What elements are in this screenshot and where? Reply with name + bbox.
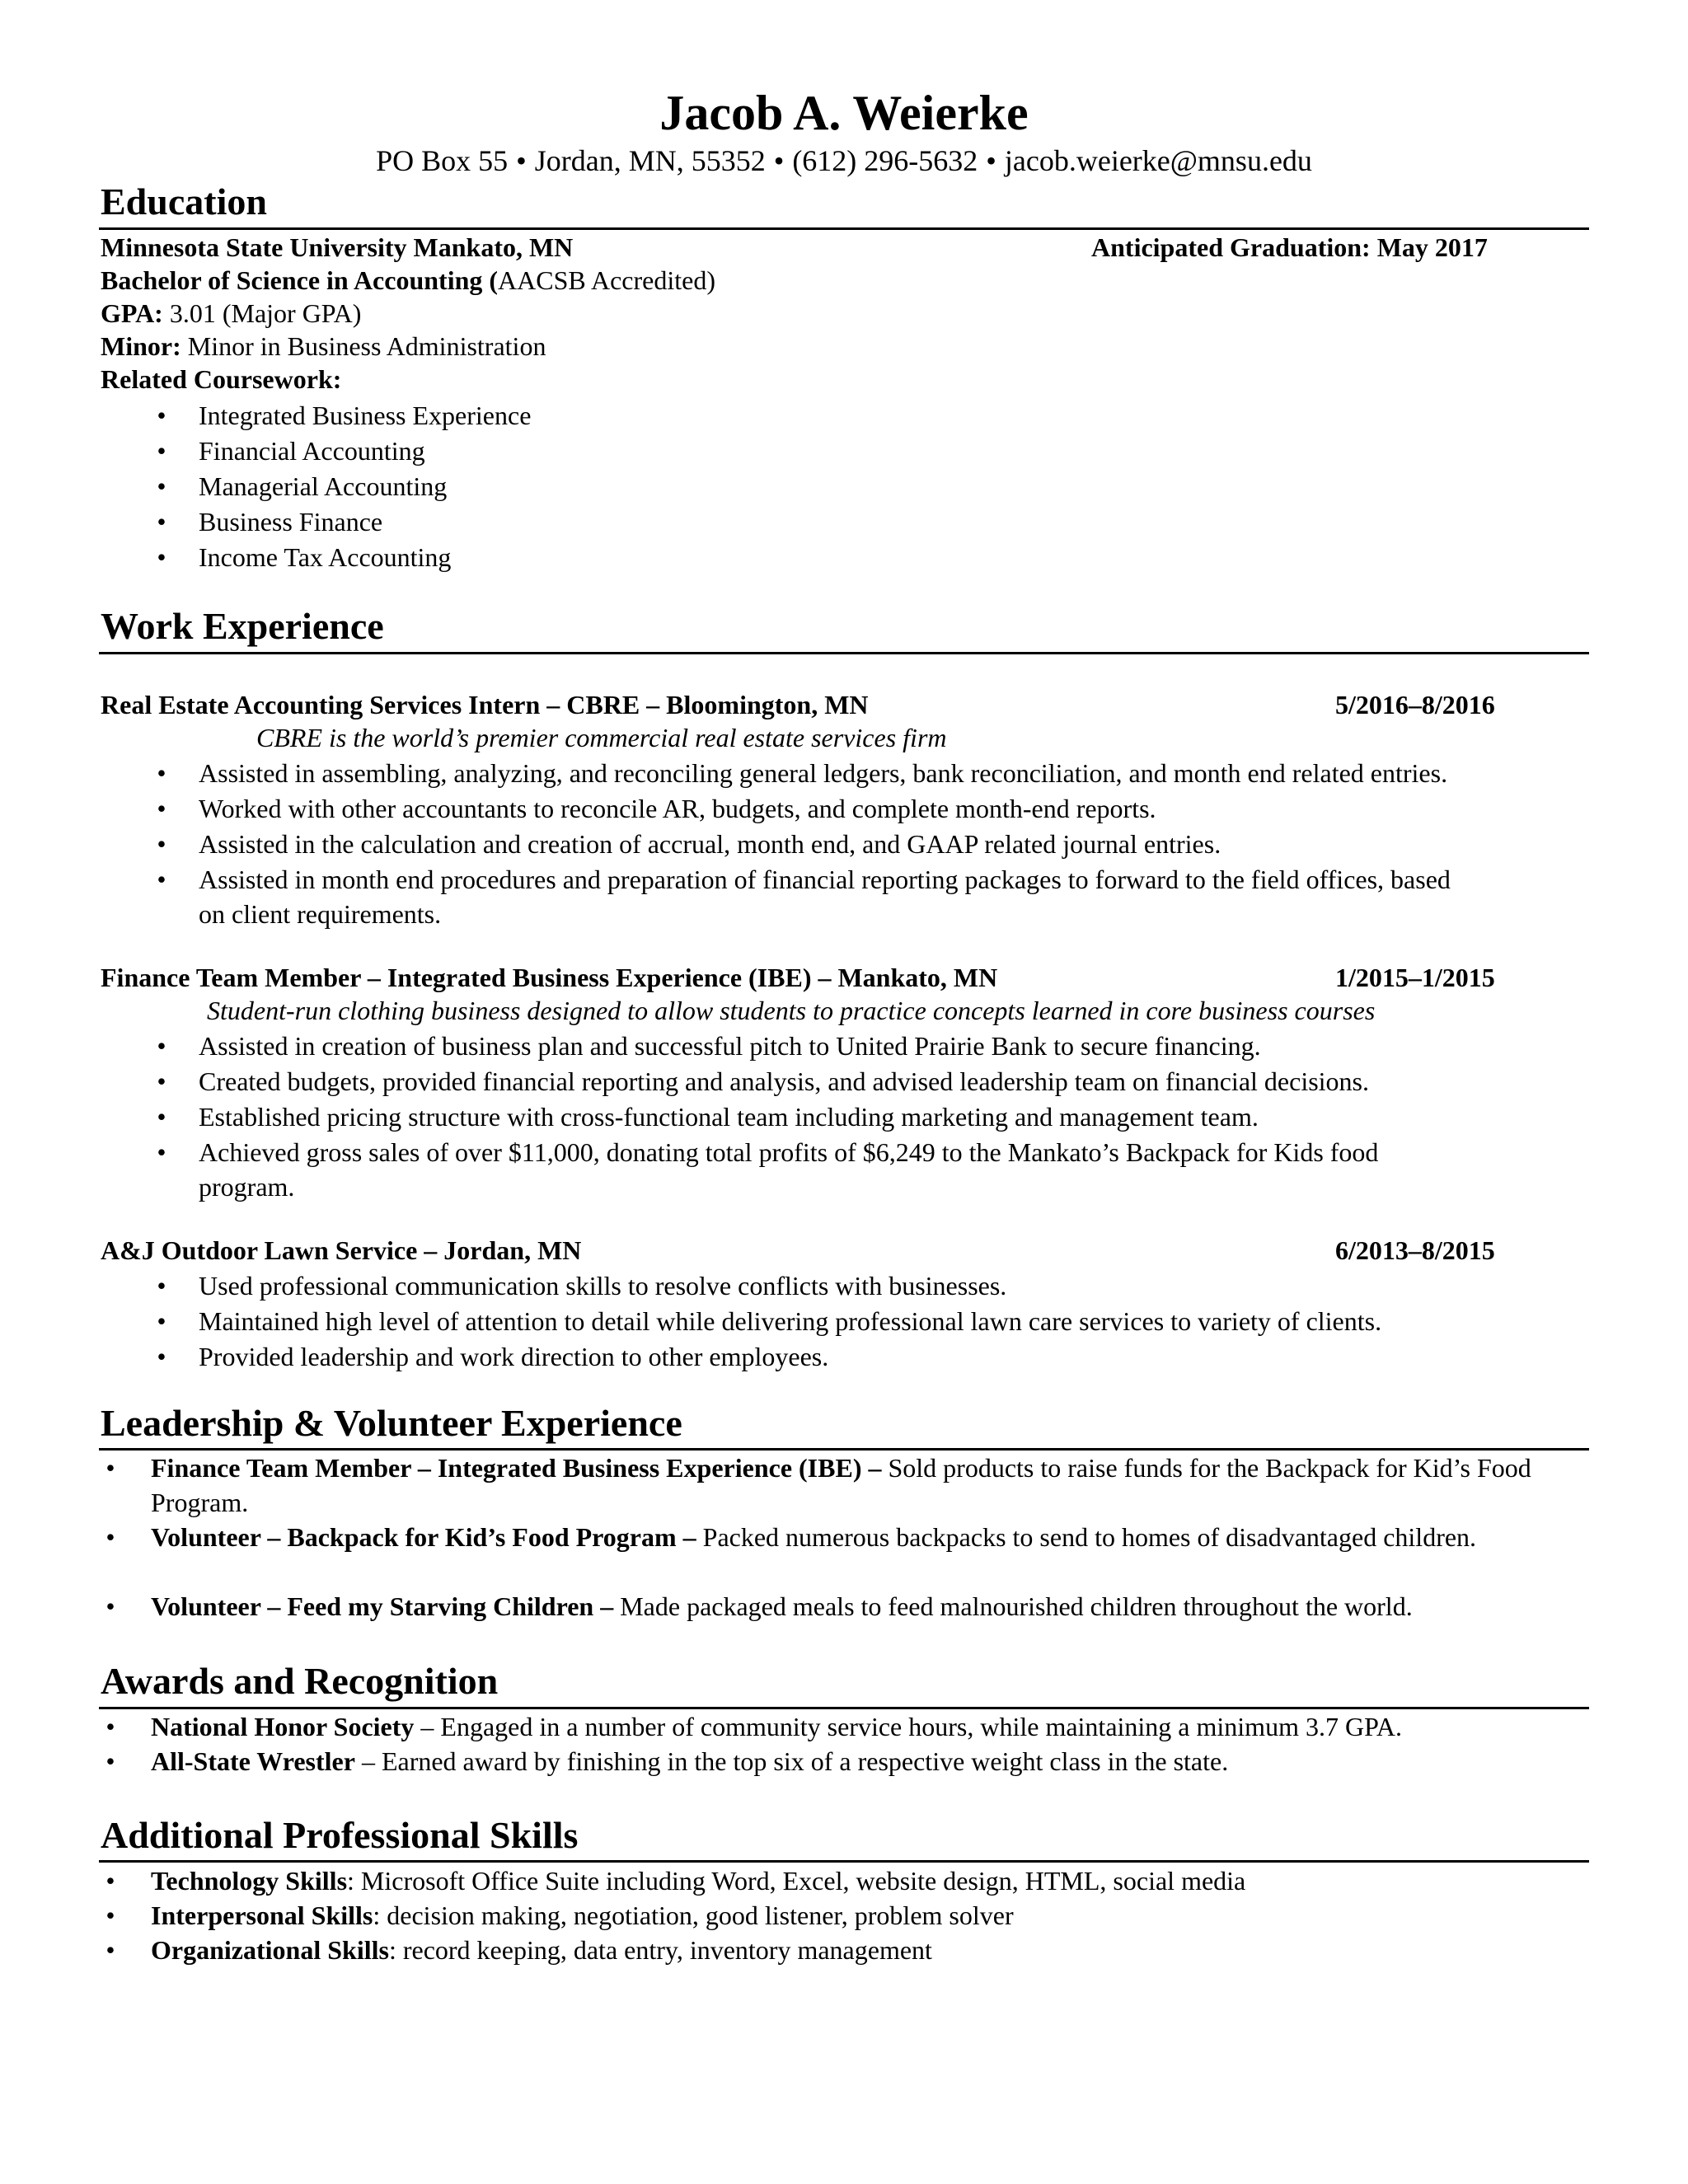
work-heading: Work Experience	[101, 605, 384, 647]
job-dates: 6/2013–8/2015	[1335, 1235, 1495, 1265]
job-dates: 5/2016–8/2016	[1335, 690, 1495, 719]
contact-line	[0, 143, 1688, 179]
job-title: Real Estate Accounting Services Intern – CBRE – Bloomington, MN	[101, 690, 869, 719]
resume-page: Jacob A. Weierke PO Box 55 • Jordan, MN, 55352 • (612) 296-5632 • jacob.weierke@mnsu.edu Education Minnesota State University Mankato, MN Anticipated Graduation: May 2017 Bachelor of Science in Accounting (AACSB Accredited) GPA: 3.01 (Major GPA) Minor: Minor in Business Administration Related Coursework: • Integrated Business Experience • Financial Accounting • Managerial Accounting • Business Finance • Income Tax Accounting Work Experience Real Estate Accounting Services Intern – CBRE – Bloomington, MN 5/2016–8/2016 CBRE is the world’s premier commercial real estate services firm • Assisted in assembling, analyzing, and reconciling general ledgers, bank reconciliation, and month end related entries. • Worked with other accountants to reconcile AR, budgets, and complete month-end reports. • Assisted in the calculation and creation of accrual, month end, and GAAP related journal entries. • Assisted in month end procedures and preparation of financial reporting packages to forward to the field offices, based on client requirements. Finance Team Member – Integrated Business Experience (IBE) – Mankato, MN 1/2015–1/2015 Student-run clothing business designed to allow students to practice concepts learned in core business courses • Assisted in creation of business plan and successful pitch to United Prairie Bank to secure financing. • Created budgets, provided financial reporting and analysis, and advised leadership team on financial decisions. • Established pricing structure with cross-functional team including marketing and management team. • Achieved gross sales of over $11,000, donating total profits of $6,249 to the Mankato’s Backpack for Kids food program. A&J Outdoor Lawn Service – Jordan, MN 6/2013–8/2015 • Used professional communication skills to resolve conflicts with businesses. • Maintained high level of attention to detail while delivering professional lawn care services to variety of clients. • Provided leadership and work direction to other employees. Leadership & Volunteer Experience • Finance Team Member – Integrated Business Experience (IBE) – Sold products to raise funds for the Backpack for Kid’s Food Program. • Volunteer – Backpack for Kid’s Food Program – Packed numerous backpacks to send to homes of disadvantaged children. • Volunteer – Feed my Starving Children – Made packaged meals to feed malnourished children throughout the world. Awards and Recognition • National Honor Society – Engaged in a number of community service hours, while maintaining a minimum 3.7 GPA. • All-State Wrestler – Earned award by finishing in the top six of a respective weight class in the state. Additional Professional Skills • Technology Skills: Microsoft Office Suite including Word, Excel, website design, HTML, social media • Interpersonal Skills: decision making, negotiation, good listener, problem solver • Organizational Skills: record keeping, data entry, inventory management	[0, 0, 1688, 2184]
awards-heading: Awards and Recognition	[101, 1660, 499, 1702]
email: jacob.weierke@mnsu.edu	[1004, 144, 1312, 177]
graduation-date: Anticipated Graduation: May 2017	[1091, 232, 1488, 262]
job-tagline: CBRE is the world’s premier commercial real estate services firm	[256, 723, 947, 752]
section-divider	[99, 1860, 1589, 1863]
address: PO Box 55	[376, 144, 509, 177]
coursework-label: Related Coursework:	[101, 364, 342, 394]
school-name: Minnesota State University Mankato, MN	[101, 232, 574, 262]
section-divider	[99, 652, 1589, 654]
separator: •	[516, 144, 527, 177]
job-title: Finance Team Member – Integrated Business Experience (IBE) – Mankato, MN	[101, 963, 998, 992]
separator: •	[986, 144, 996, 177]
phone: (612) 296-5632	[792, 144, 978, 177]
gpa: GPA: 3.01 (Major GPA)	[101, 298, 362, 328]
leadership-heading: Leadership & Volunteer Experience	[101, 1402, 682, 1444]
skills-heading: Additional Professional Skills	[101, 1814, 579, 1856]
job-tagline: Student-run clothing business designed to allow students to practice concepts learned in core business courses	[207, 996, 1376, 1025]
education-heading: Education	[101, 180, 267, 223]
resume-name: Jacob A. Weierke	[659, 86, 1029, 140]
minor: Minor: Minor in Business Administration	[101, 331, 546, 361]
job-title: A&J Outdoor Lawn Service – Jordan, MN	[101, 1235, 582, 1265]
degree: Bachelor of Science in Accounting (AACSB Accredited)	[101, 265, 715, 295]
separator: •	[773, 144, 785, 177]
job-dates: 1/2015–1/2015	[1335, 963, 1495, 992]
section-divider	[99, 227, 1589, 230]
city: Jordan, MN, 55352	[534, 144, 766, 177]
